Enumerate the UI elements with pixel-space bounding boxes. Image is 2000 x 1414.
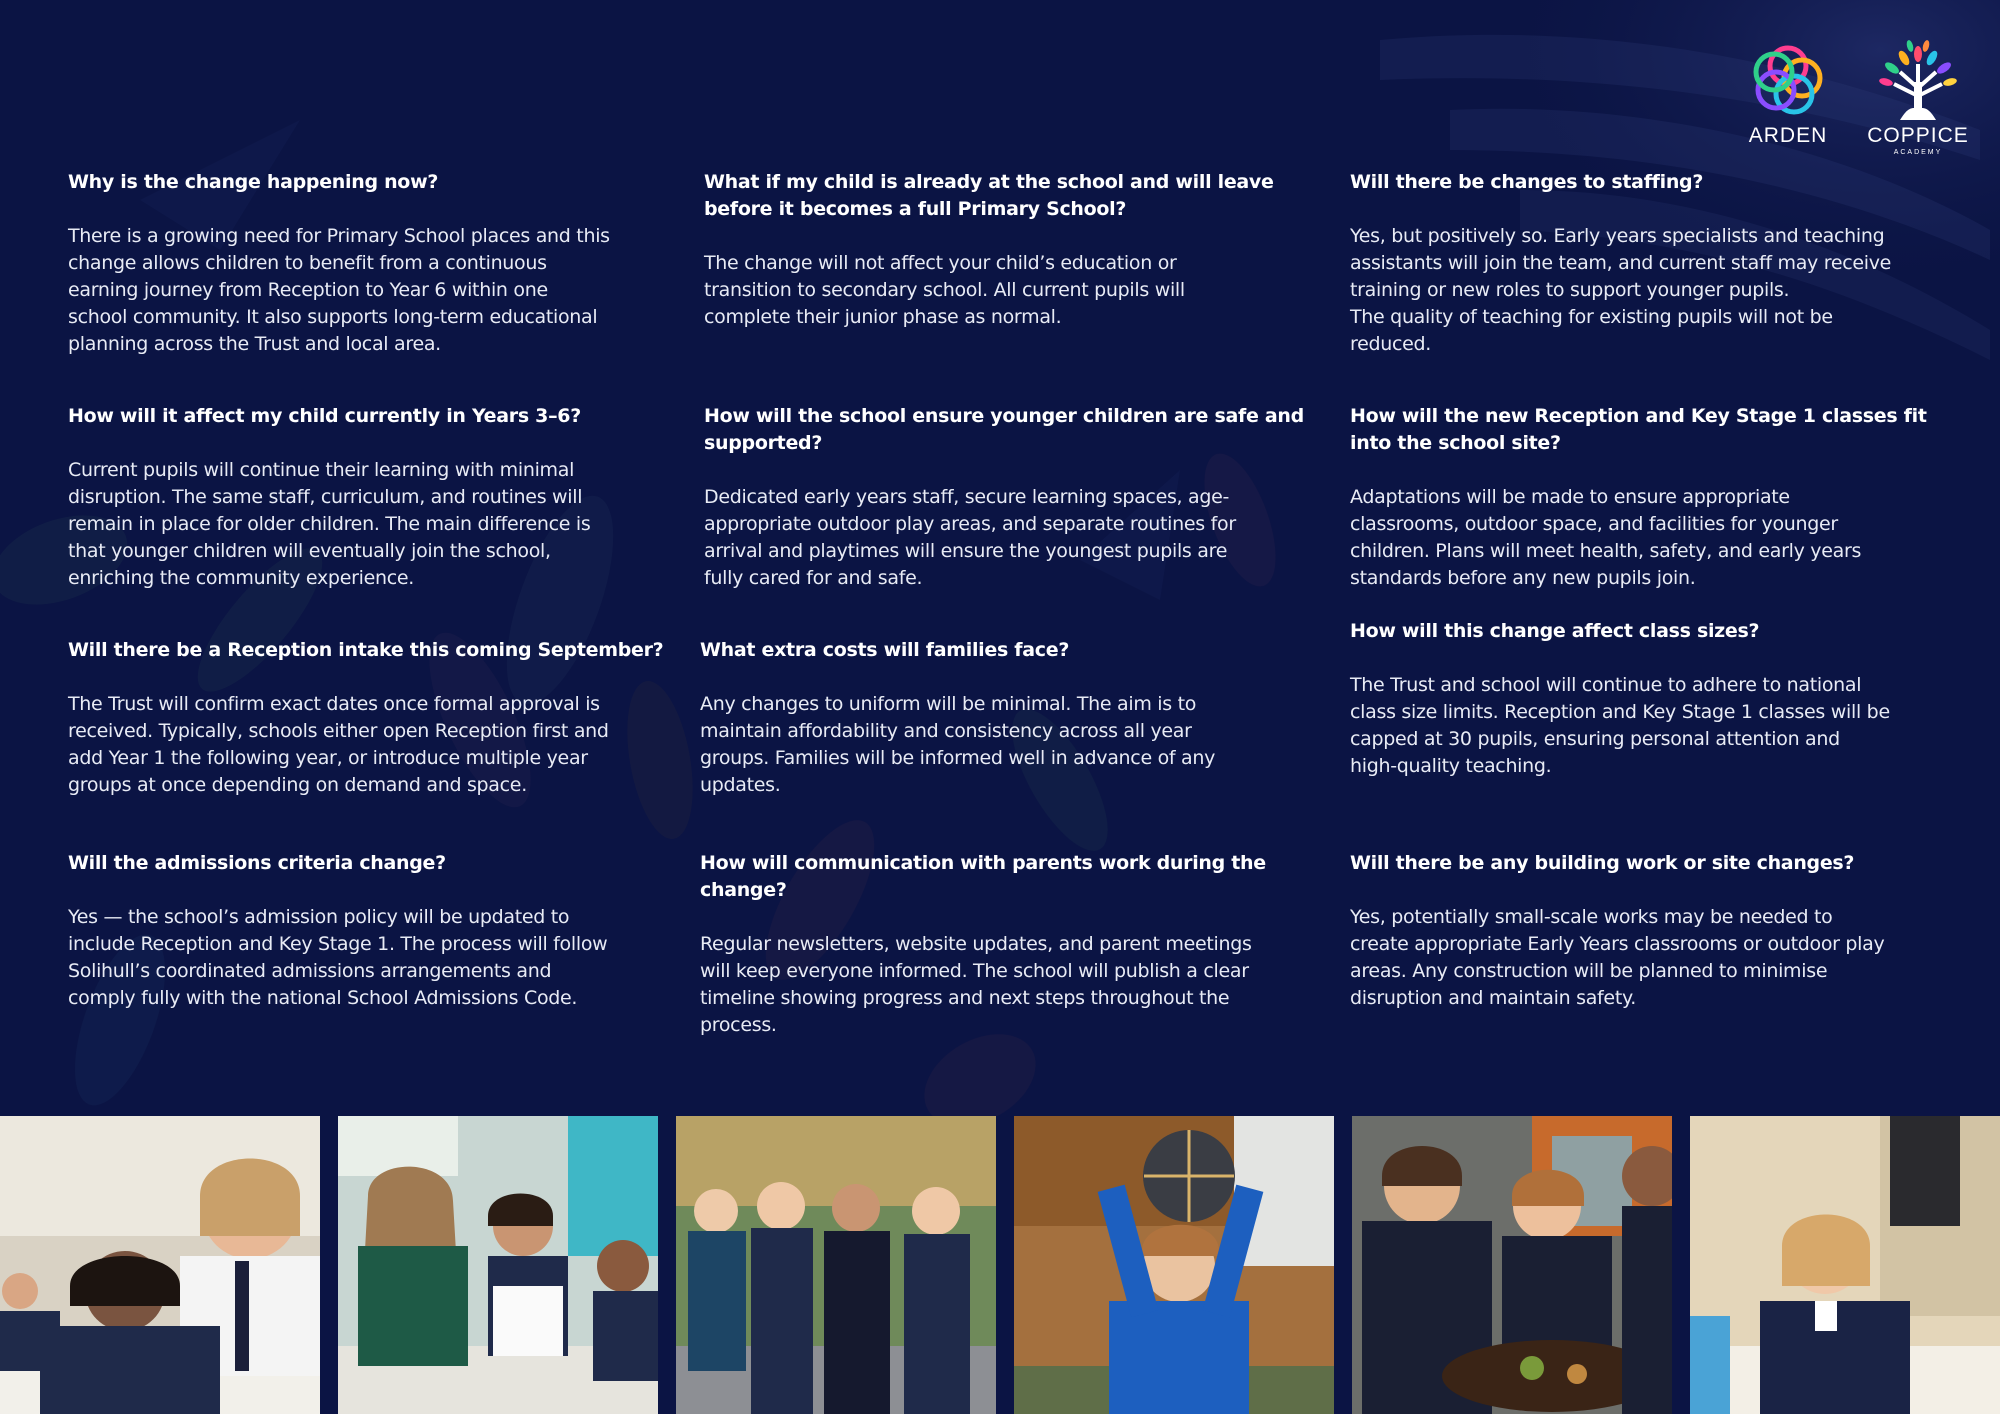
faq-answer: The change will not affect your child’s education or transition to secondary school. All current pupils will complete their junior phase as normal. bbox=[704, 252, 1185, 328]
logo-group bbox=[1740, 38, 1969, 156]
photo-pupil-basketball bbox=[1014, 1116, 1334, 1414]
faq-question: How will the school ensure younger children are safe and supported? bbox=[704, 405, 1304, 454]
faq-item bbox=[700, 637, 1320, 799]
faq-question: Will there be a Reception intake this coming September? bbox=[68, 639, 664, 661]
photo-strip bbox=[0, 1116, 2000, 1414]
faq-item bbox=[68, 637, 668, 799]
faq-item bbox=[1350, 850, 1970, 1012]
faq-item bbox=[704, 403, 1324, 592]
faq-answer: Regular newsletters, website updates, and parent meetings will keep everyone informed. The school will publish a clear timeline showing progress and next steps throughout the process. bbox=[700, 933, 1252, 1036]
faq-item bbox=[700, 850, 1320, 1039]
photo-pupils-planting bbox=[1352, 1116, 1672, 1414]
coppice-logo-subtext: ACADEMY bbox=[1893, 149, 1943, 156]
tree-icon bbox=[1870, 38, 1966, 122]
faq-question: What extra costs will families face? bbox=[700, 639, 1070, 661]
rings-icon bbox=[1746, 38, 1830, 122]
faq-question: How will communication with parents work during the change? bbox=[700, 852, 1266, 901]
arden-logo bbox=[1740, 38, 1836, 148]
faq-answer: The Trust will confirm exact dates once formal approval is received. Typically, schools either open Reception first and add Year 1 the following year, or introduce multiple year groups at once depending on demand and space. bbox=[68, 693, 609, 796]
faq-answer: There is a growing need for Primary School places and this change allows children to benefit from a continuous earning journey from Reception to Year 6 within one school community. It also supports long-term educational planning across the Trust and local area. bbox=[68, 225, 610, 355]
faq-question: Will the admissions criteria change? bbox=[68, 852, 446, 874]
faq-answer: Yes — the school’s admission policy will be updated to include Reception and Key Stage 1. The process will follow Solihull’s coordinated admissions arrangements and comply fully with the national School Admissions Code. bbox=[68, 906, 608, 1009]
faq-question: Why is the change happening now? bbox=[68, 171, 439, 193]
faq-question: How will this change affect class sizes? bbox=[1350, 620, 1760, 642]
faq-item bbox=[68, 169, 668, 358]
faq-answer: Any changes to uniform will be minimal. The aim is to maintain affordability and consistency across all year groups. Families will be informed well in advance of any updates. bbox=[700, 693, 1216, 796]
faq-question: How will the new Reception and Key Stage 1 classes fit into the school site? bbox=[1350, 405, 1927, 454]
photo-pupils-writing bbox=[0, 1116, 320, 1414]
faq-question: Will there be any building work or site changes? bbox=[1350, 852, 1855, 874]
arden-logo-text: ARDEN bbox=[1748, 124, 1828, 147]
faq-question: What if my child is already at the school and will leave before it becomes a full Primary School? bbox=[704, 171, 1274, 220]
faq-item bbox=[1350, 618, 1970, 780]
faq-item bbox=[704, 169, 1324, 331]
faq-answer: The Trust and school will continue to adhere to national class size limits. Reception and Key Stage 1 classes will be capped at 30 pupils, ensuring personal attention and high-quality teaching. bbox=[1350, 674, 1890, 777]
photo-pupil-smiling bbox=[1690, 1116, 2000, 1414]
faq-answer: Yes, but positively so. Early years specialists and teaching assistants will join the team, and current staff may receive training or new roles to support younger pupils. The quality of teaching for existing pupils will not be reduced. bbox=[1350, 225, 1892, 355]
coppice-logo bbox=[1867, 38, 1969, 156]
faq-answer: Yes, potentially small-scale works may be needed to create appropriate Early Years classrooms or outdoor play areas. Any construction will be planned to minimise disruption and maintain safety. bbox=[1350, 906, 1885, 1009]
faq-item bbox=[1350, 403, 1970, 592]
faq-item bbox=[68, 403, 668, 592]
faq-item bbox=[1350, 169, 1970, 358]
faq-item bbox=[68, 850, 668, 1012]
faq-answer: Adaptations will be made to ensure appropriate classrooms, outdoor space, and facilities for younger children. Plans will meet health, safety, and early years standards before any new pupils join. bbox=[1350, 486, 1862, 589]
faq-question: How will it affect my child currently in Years 3–6? bbox=[68, 405, 581, 427]
faq-answer: Current pupils will continue their learning with minimal disruption. The same staff, curriculum, and routines will remain in place for older children. The main difference is that younger children will eventually join the school, enriching the community experience. bbox=[68, 459, 591, 589]
coppice-logo-text: COPPICE bbox=[1867, 124, 1969, 147]
photo-pupils-waving bbox=[676, 1116, 996, 1414]
faq-answer: Dedicated early years staff, secure learning spaces, age- appropriate outdoor play areas, and separate routines for arrival and playtimes will ensure the youngest pupils are fully cared for and safe. bbox=[704, 486, 1236, 589]
photo-teacher-reading bbox=[338, 1116, 658, 1414]
faq-question: Will there be changes to staffing? bbox=[1350, 171, 1704, 193]
